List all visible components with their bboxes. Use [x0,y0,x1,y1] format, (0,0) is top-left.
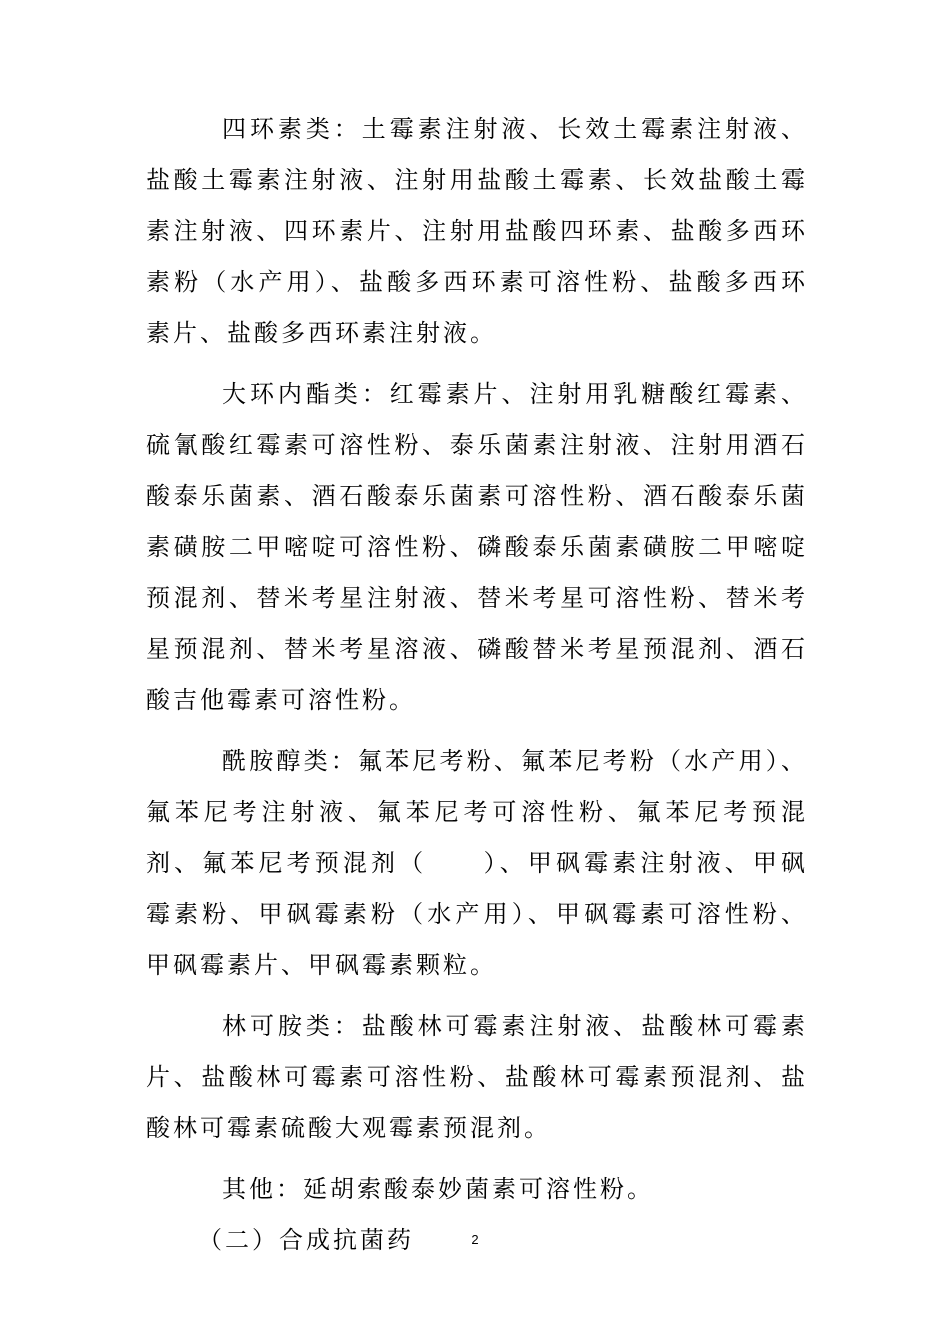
page-number: 2 [471,1232,479,1247]
paragraph-amphenicols: 酰胺醇类：氟苯尼考粉、氟苯尼考粉（水产用）、氟苯尼考注射液、氟苯尼考可溶性粉、氟苯尼考预混剂、氟苯尼考预混剂（ ）、甲砜霉素注射液、甲砜霉素粉、甲砜霉素粉（水产用）、甲砜霉素可溶性粉、甲砜霉素片、甲砜霉素颗粒。 [146,747,808,979]
paragraph-lincosamides: 林可胺类：盐酸林可霉素注射液、盐酸林可霉素片、盐酸林可霉素可溶性粉、盐酸林可霉素预混剂、盐酸林可霉素硫酸大观霉素预混剂。 [146,1012,808,1142]
paragraph-macrolides: 大环内酯类：红霉素片、注射用乳糖酸红霉素、硫氰酸红霉素可溶性粉、泰乐菌素注射液、注射用酒石酸泰乐菌素、酒石酸泰乐菌素可溶性粉、酒石酸泰乐菌素磺胺二甲嘧啶可溶性粉、磷酸泰乐菌素磺胺二甲嘧啶预混剂、替米考星注射液、替米考星可溶性粉、替米考星预混剂、替米考星溶液、磷酸替米考星预混剂、酒石酸吉他霉素可溶性粉。 [146,380,808,714]
paragraph-tetracyclines: 四环素类：土霉素注射液、长效土霉素注射液、盐酸土霉素注射液、注射用盐酸土霉素、长效盐酸土霉素注射液、四环素片、注射用盐酸四环素、盐酸多西环素粉（水产用）、盐酸多西环素可溶性粉、盐酸多西环素片、盐酸多西环素注射液。 [146,115,808,347]
document-body [146,104,808,1266]
section-subheading: （二）合成抗菌药 [198,1226,414,1254]
paragraph-others: 其他：延胡索酸泰妙菌素可溶性粉。 [222,1175,654,1203]
